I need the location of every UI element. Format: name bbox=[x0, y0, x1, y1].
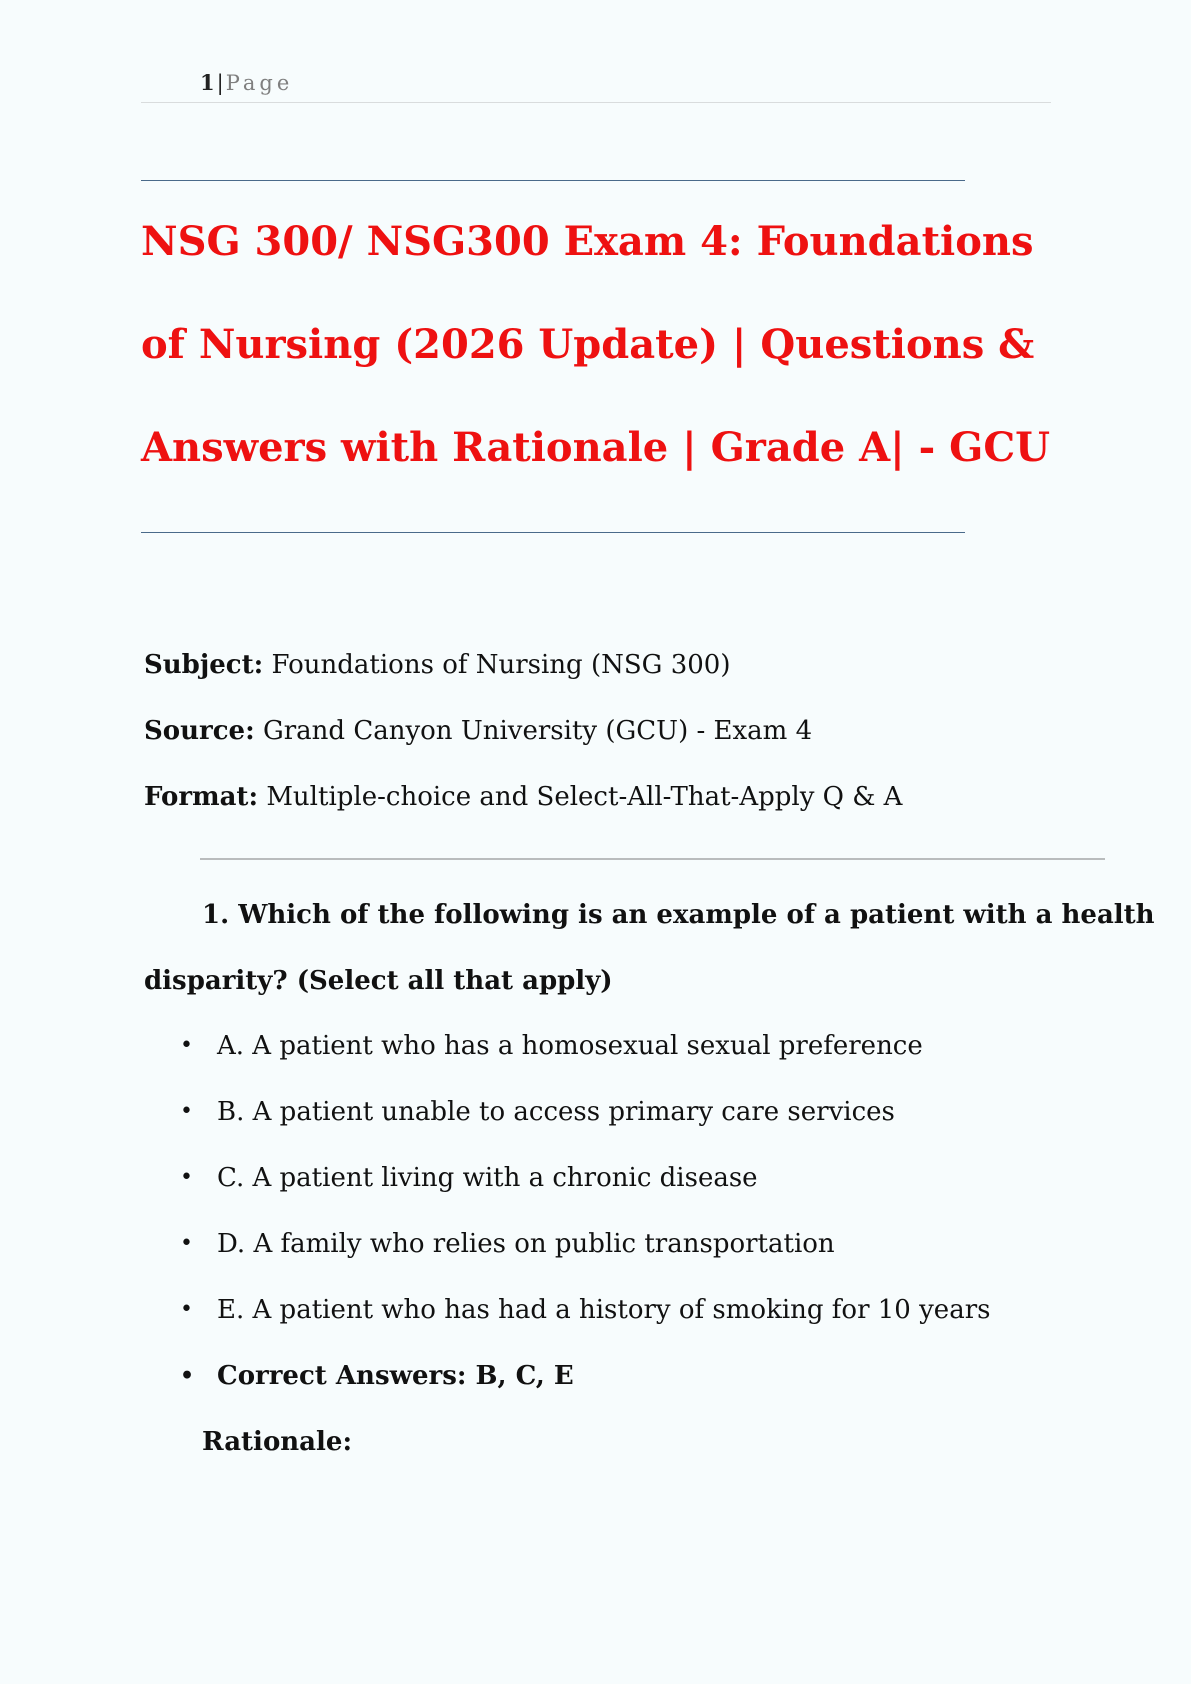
document-meta bbox=[144, 632, 902, 830]
title-line-1: NSG 300/ NSG300 Exam 4: Foundations bbox=[141, 218, 1034, 265]
title-line-3: Answers with Rationale | Grade A| - GCU bbox=[141, 424, 1051, 471]
correct-answers-text: Correct Answers: B, C, E bbox=[217, 1361, 574, 1391]
page-number: 1 bbox=[200, 70, 215, 95]
meta-format bbox=[144, 764, 902, 830]
page-header bbox=[141, 66, 1051, 103]
subject-label: Subject: bbox=[144, 650, 264, 680]
title-top-rule bbox=[141, 180, 965, 181]
format-value: Multiple-choice and Select-All-That-Apply Q & A bbox=[266, 782, 903, 812]
bullet-icon: • bbox=[180, 1297, 193, 1322]
option-text: C. A patient living with a chronic disease bbox=[217, 1163, 758, 1193]
format-label: Format: bbox=[144, 782, 259, 812]
bullet-icon: • bbox=[180, 1363, 195, 1389]
page-word: Page bbox=[225, 71, 294, 95]
section-divider bbox=[200, 858, 1105, 860]
subject-value: Foundations of Nursing (NSG 300) bbox=[271, 650, 731, 680]
meta-subject bbox=[144, 632, 902, 698]
bullet-icon: • bbox=[180, 1099, 193, 1124]
rationale-label: Rationale: bbox=[202, 1427, 353, 1457]
option-c bbox=[180, 1145, 990, 1211]
title-bottom-rule bbox=[141, 532, 965, 533]
correct-answers bbox=[180, 1343, 990, 1409]
option-e bbox=[180, 1277, 990, 1343]
question-line-2: disparity? (Select all that apply) bbox=[144, 966, 613, 996]
title-line-2: of Nursing (2026 Update) | Questions & bbox=[141, 321, 1035, 368]
question-line-1: 1. Which of the following is an example of a patient with a health bbox=[202, 900, 1155, 930]
page-separator: | bbox=[216, 71, 224, 95]
bullet-icon: • bbox=[180, 1033, 193, 1058]
question-text bbox=[144, 882, 1155, 1014]
source-value: Grand Canyon University (GCU) - Exam 4 bbox=[262, 716, 813, 746]
option-a bbox=[180, 1013, 990, 1079]
page-number-label bbox=[200, 72, 293, 94]
bullet-icon: • bbox=[180, 1231, 193, 1256]
source-label: Source: bbox=[144, 716, 255, 746]
bullet-icon: • bbox=[180, 1165, 193, 1190]
option-b bbox=[180, 1079, 990, 1145]
answer-options bbox=[180, 1013, 990, 1409]
meta-source bbox=[144, 698, 902, 764]
option-text: B. A patient unable to access primary care services bbox=[217, 1097, 895, 1127]
document-title bbox=[141, 190, 1051, 499]
option-text: D. A family who relies on public transportation bbox=[217, 1229, 835, 1259]
option-text: E. A patient who has had a history of smoking for 10 years bbox=[217, 1295, 991, 1325]
option-d bbox=[180, 1211, 990, 1277]
option-text: A. A patient who has a homosexual sexual preference bbox=[217, 1031, 923, 1061]
